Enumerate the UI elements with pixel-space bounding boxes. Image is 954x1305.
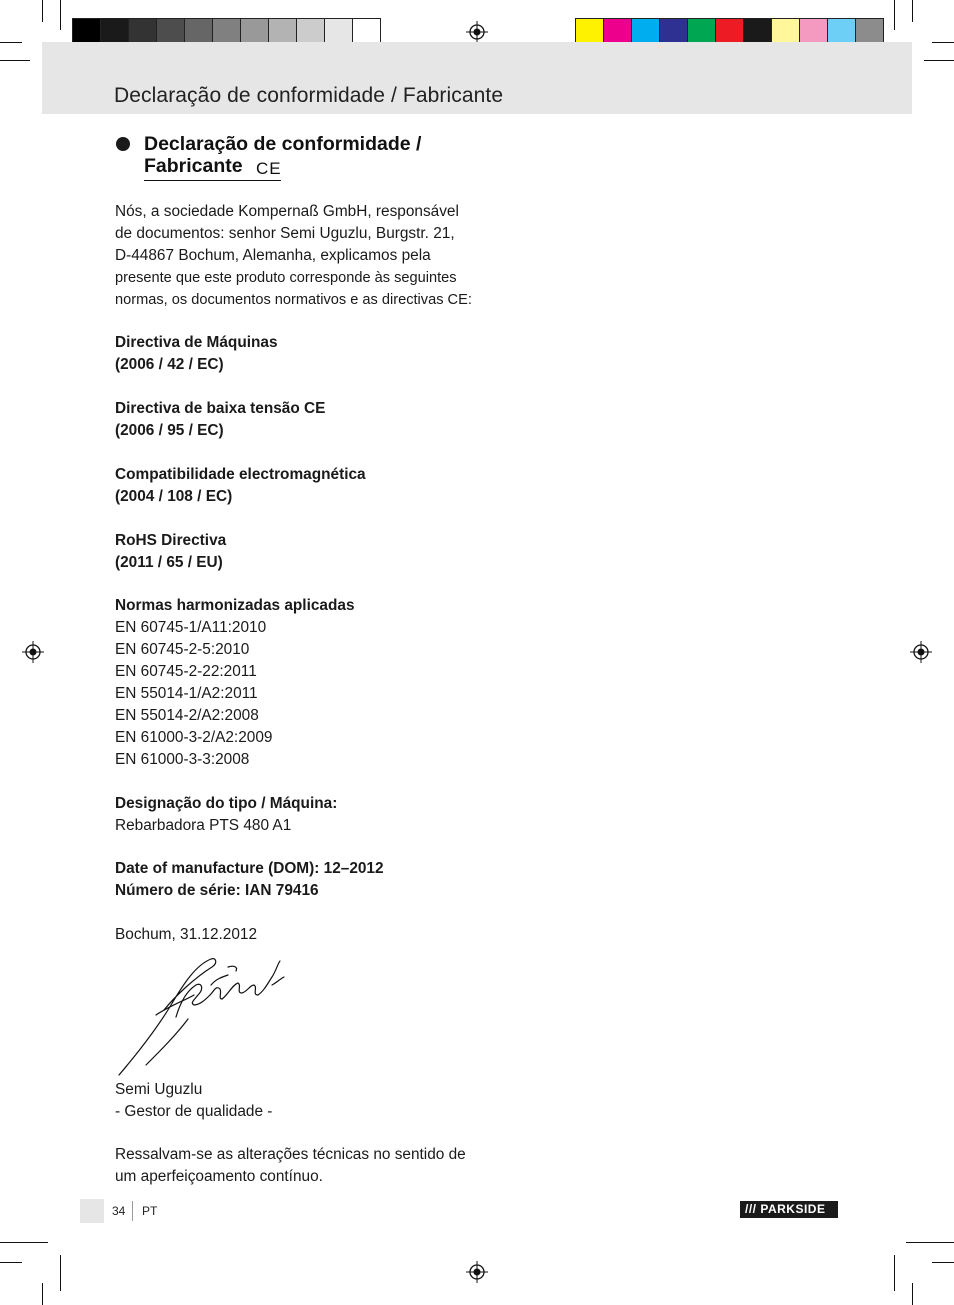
standard-item: EN 61000-3-2/A2:2009 bbox=[115, 729, 273, 746]
crop-mark bbox=[932, 42, 954, 43]
directive-name: Directiva de baixa tensão CE bbox=[115, 400, 326, 417]
crop-mark bbox=[42, 1283, 43, 1305]
intro-line: normas, os documentos normativos e as directivas CE: bbox=[115, 292, 472, 308]
disclaimer-line: Ressalvam-se as alterações técnicas no sentido de bbox=[115, 1146, 466, 1163]
standards-heading: Normas harmonizadas aplicadas bbox=[115, 597, 355, 614]
standard-item: EN 60745-1/A11:2010 bbox=[115, 619, 267, 636]
intro-line: presente que este produto corresponde às seguintes bbox=[115, 270, 457, 286]
directive-name: Compatibilidade electromagnética bbox=[115, 466, 366, 483]
standard-item: EN 61000-3-3:2008 bbox=[115, 751, 250, 768]
crop-mark bbox=[932, 1262, 954, 1263]
crop-mark bbox=[60, 0, 61, 30]
language-code: PT bbox=[142, 1204, 158, 1218]
directive-code: (2004 / 108 / EC) bbox=[115, 488, 233, 505]
registration-mark-icon bbox=[22, 641, 44, 663]
standard-item: EN 55014-2/A2:2008 bbox=[115, 707, 259, 724]
directive-code: (2006 / 42 / EC) bbox=[115, 356, 224, 373]
directive-name: Directiva de Máquinas bbox=[115, 334, 278, 351]
crop-mark bbox=[0, 1262, 22, 1263]
crop-mark bbox=[912, 0, 913, 22]
crop-mark bbox=[0, 1242, 48, 1243]
standard-item: EN 60745-2-5:2010 bbox=[115, 641, 250, 658]
standard-item: EN 60745-2-22:2011 bbox=[115, 663, 257, 680]
crop-mark bbox=[912, 1283, 913, 1305]
section-heading-line1: Declaração de conformidade / bbox=[144, 133, 422, 155]
footer-page-box bbox=[80, 1199, 104, 1223]
directive-code: (2011 / 65 / EU) bbox=[115, 554, 223, 571]
crop-mark bbox=[906, 1242, 954, 1243]
crop-mark bbox=[0, 60, 30, 61]
ce-mark-icon: CE bbox=[256, 159, 282, 178]
footer-divider bbox=[132, 1201, 133, 1221]
crop-mark bbox=[42, 0, 43, 22]
registration-mark-icon bbox=[466, 1261, 488, 1283]
disclaimer-line: um aperfeiçoamento contínuo. bbox=[115, 1168, 323, 1185]
intro-line: Nós, a sociedade Kompernaß GmbH, responsável bbox=[115, 203, 459, 220]
crop-mark bbox=[924, 60, 954, 61]
page-number: 34 bbox=[112, 1204, 126, 1218]
intro-line: D-44867 Bochum, Alemanha, explicamos pela bbox=[115, 247, 431, 264]
page-title: Declaração de conformidade / Fabricante bbox=[114, 84, 504, 107]
signatory-role: - Gestor de qualidade - bbox=[115, 1103, 273, 1120]
crop-mark bbox=[0, 42, 22, 43]
directive-name: RoHS Directiva bbox=[115, 532, 227, 549]
directive-code: (2006 / 95 / EC) bbox=[115, 422, 224, 439]
place-date: Bochum, 31.12.2012 bbox=[115, 926, 258, 943]
section-heading-line2: Fabricante bbox=[144, 155, 243, 177]
signatory-name: Semi Uguzlu bbox=[115, 1081, 203, 1098]
crop-mark bbox=[60, 1255, 61, 1291]
crop-mark bbox=[894, 0, 895, 30]
heading-bullet-icon bbox=[116, 137, 130, 151]
standard-item: EN 55014-1/A2:2011 bbox=[115, 685, 258, 702]
heading-underline bbox=[144, 180, 281, 181]
intro-line: de documentos: senhor Semi Uguzlu, Burgstr. 21, bbox=[115, 225, 455, 242]
type-designation-heading: Designação do tipo / Máquina: bbox=[115, 795, 338, 812]
handwritten-signature bbox=[116, 955, 291, 1080]
crop-mark bbox=[894, 1255, 895, 1291]
registration-mark-icon bbox=[466, 21, 488, 43]
registration-mark-icon bbox=[910, 641, 932, 663]
manufacture-date: Date of manufacture (DOM): 12–2012 bbox=[115, 860, 384, 877]
parkside-logo: /// PARKSIDE bbox=[740, 1201, 838, 1218]
serial-number: Número de série: IAN 79416 bbox=[115, 882, 319, 899]
type-designation-value: Rebarbadora PTS 480 A1 bbox=[115, 817, 292, 834]
